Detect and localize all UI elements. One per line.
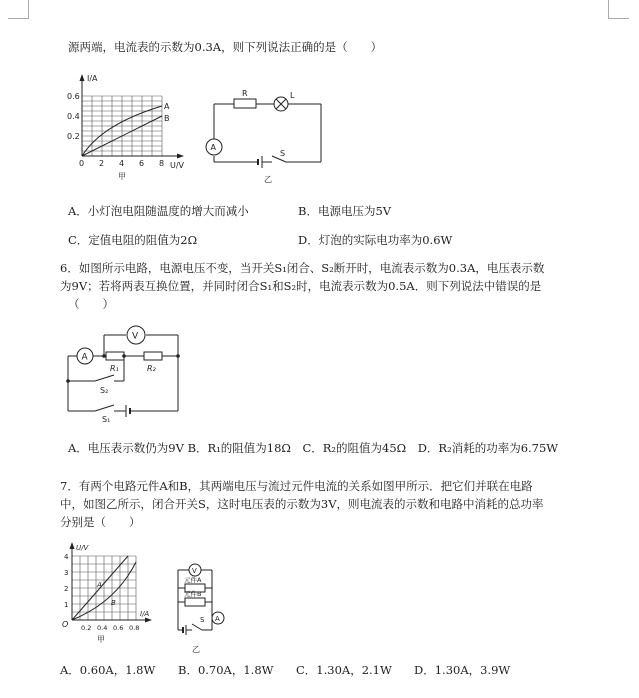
q7-grid xyxy=(72,556,136,620)
crop-mark-left-h xyxy=(8,18,29,19)
q5-x-tick-0: 0 xyxy=(79,159,85,168)
crop-mark-right xyxy=(608,0,609,18)
q7-option-d: D．1.30A，3.9W xyxy=(414,663,511,677)
q5-curve-b-label: B xyxy=(164,114,170,123)
q5-ammeter-label: A xyxy=(210,143,216,152)
q5-y-tick-0: 0.6 xyxy=(67,92,80,101)
q6-s2-label: S₂ xyxy=(100,386,109,395)
q5-curve-a-label: A xyxy=(164,102,170,111)
q5-lamp-label: L xyxy=(290,91,295,100)
q5-intro: 源两端，电流表的示数为0.3A，则下列说法正确的是（ ） xyxy=(68,40,383,54)
q7-switch-label: S xyxy=(200,616,205,624)
q7-y-tick-1: 3 xyxy=(64,569,69,577)
q7-caption-jia: 甲 xyxy=(97,635,105,644)
q5-x-tick-4: 8 xyxy=(159,159,165,168)
q7-ammeter-label: A xyxy=(215,615,220,623)
q5-grid xyxy=(82,96,162,156)
q6-r1-label: R₁ xyxy=(110,364,119,373)
q5-x-axis-label: U/V xyxy=(170,161,185,170)
q7-stem-line1: 7．有两个电路元件A和B，其两端电压与流过元件电流的关系如图甲所示．把它们并联在电路 xyxy=(60,479,533,493)
q6-stem-line1: 6．如图所示电路，电源电压不变，当开关S₁闭合、S₂断开时，电流表示数为0.3A，电压表示数 xyxy=(60,261,545,275)
q5-option-d: D．灯泡的实际电功率为0.6W xyxy=(298,233,453,247)
q5-y-tick-2: 0.2 xyxy=(67,132,80,141)
q7-x-tick-2: 0.6 xyxy=(113,624,124,632)
q7-caption-yi: 乙 xyxy=(192,645,200,654)
q5-graph-jia xyxy=(62,72,192,182)
q5-option-b: B．电源电压为5V xyxy=(298,204,392,218)
q7-elem-b-label: 元件B xyxy=(184,590,202,598)
q7-x-tick-0: 0.2 xyxy=(81,624,92,632)
q5-y-axis-label: I/A xyxy=(87,74,98,83)
q5-caption-jia: 甲 xyxy=(118,172,126,181)
q6-ammeter-label: A xyxy=(81,352,88,363)
crop-mark-right-h xyxy=(608,18,629,19)
q6-voltmeter-label: V xyxy=(132,331,139,342)
q6-s1-label: S₁ xyxy=(102,415,111,424)
q6-options: A．电压表示数仍为9V B．R₁的阻值为18Ω C．R₂的阻值为45Ω D．R₂消耗的功率为6.75W xyxy=(68,441,559,455)
q5-option-a: A．小灯泡电阻随温度的增大而减小 xyxy=(68,204,249,218)
q7-curve-b-label: B xyxy=(111,599,116,607)
q7-option-c: C．1.30A，2.1W xyxy=(296,663,392,677)
q7-circuit-yi xyxy=(170,558,240,658)
q5-circuit-yi xyxy=(204,84,324,184)
q5-x-tick-2: 4 xyxy=(119,159,125,168)
q7-voltmeter-label: V xyxy=(192,567,197,575)
q6-circuit xyxy=(62,322,192,432)
q5-x-tick-3: 6 xyxy=(139,159,145,168)
q7-option-b: B．0.70A，1.8W xyxy=(178,663,274,677)
q7-stem-line3: 分别是（ ） xyxy=(60,515,141,529)
q7-stem-line2: 中，如图乙所示，闭合开关S，这时电压表的示数为3V，则电流表的示数和电路中消耗的总功率 xyxy=(60,497,544,511)
q5-switch-label: S xyxy=(280,149,286,158)
q6-stem-line3: （ ） xyxy=(68,297,114,311)
q7-x-tick-3: 0.8 xyxy=(129,624,140,632)
q7-y-tick-2: 2 xyxy=(64,585,69,593)
q7-y-tick-3: 1 xyxy=(64,601,69,609)
q7-y-axis-label: U/V xyxy=(76,544,89,552)
q5-caption-yi: 乙 xyxy=(264,175,272,184)
q5-x-tick-1: 2 xyxy=(99,159,105,168)
q7-origin-label: O xyxy=(62,620,69,629)
q7-x-axis-label: I/A xyxy=(140,610,150,618)
q5-resistor-label: R xyxy=(242,89,248,98)
q7-graph-jia xyxy=(56,540,166,650)
q7-x-tick-1: 0.4 xyxy=(97,624,108,632)
q7-elem-a-label: 元件A xyxy=(184,576,202,584)
q7-y-tick-0: 4 xyxy=(64,553,69,561)
q6-r2-label: R₂ xyxy=(147,364,156,373)
crop-mark-left xyxy=(28,0,29,18)
q6-stem-line2: 为9V；若将两表互换位置，并同时闭合S₁和S₂时，电流表示数为0.5A．则下列说法中错误的是 xyxy=(60,279,542,293)
q5-y-tick-1: 0.4 xyxy=(67,112,80,121)
q7-option-a: A．0.60A，1.8W xyxy=(60,663,156,677)
q7-curve-a-label: A xyxy=(97,581,102,589)
q5-option-c: C．定值电阻的阻值为2Ω xyxy=(68,233,198,247)
